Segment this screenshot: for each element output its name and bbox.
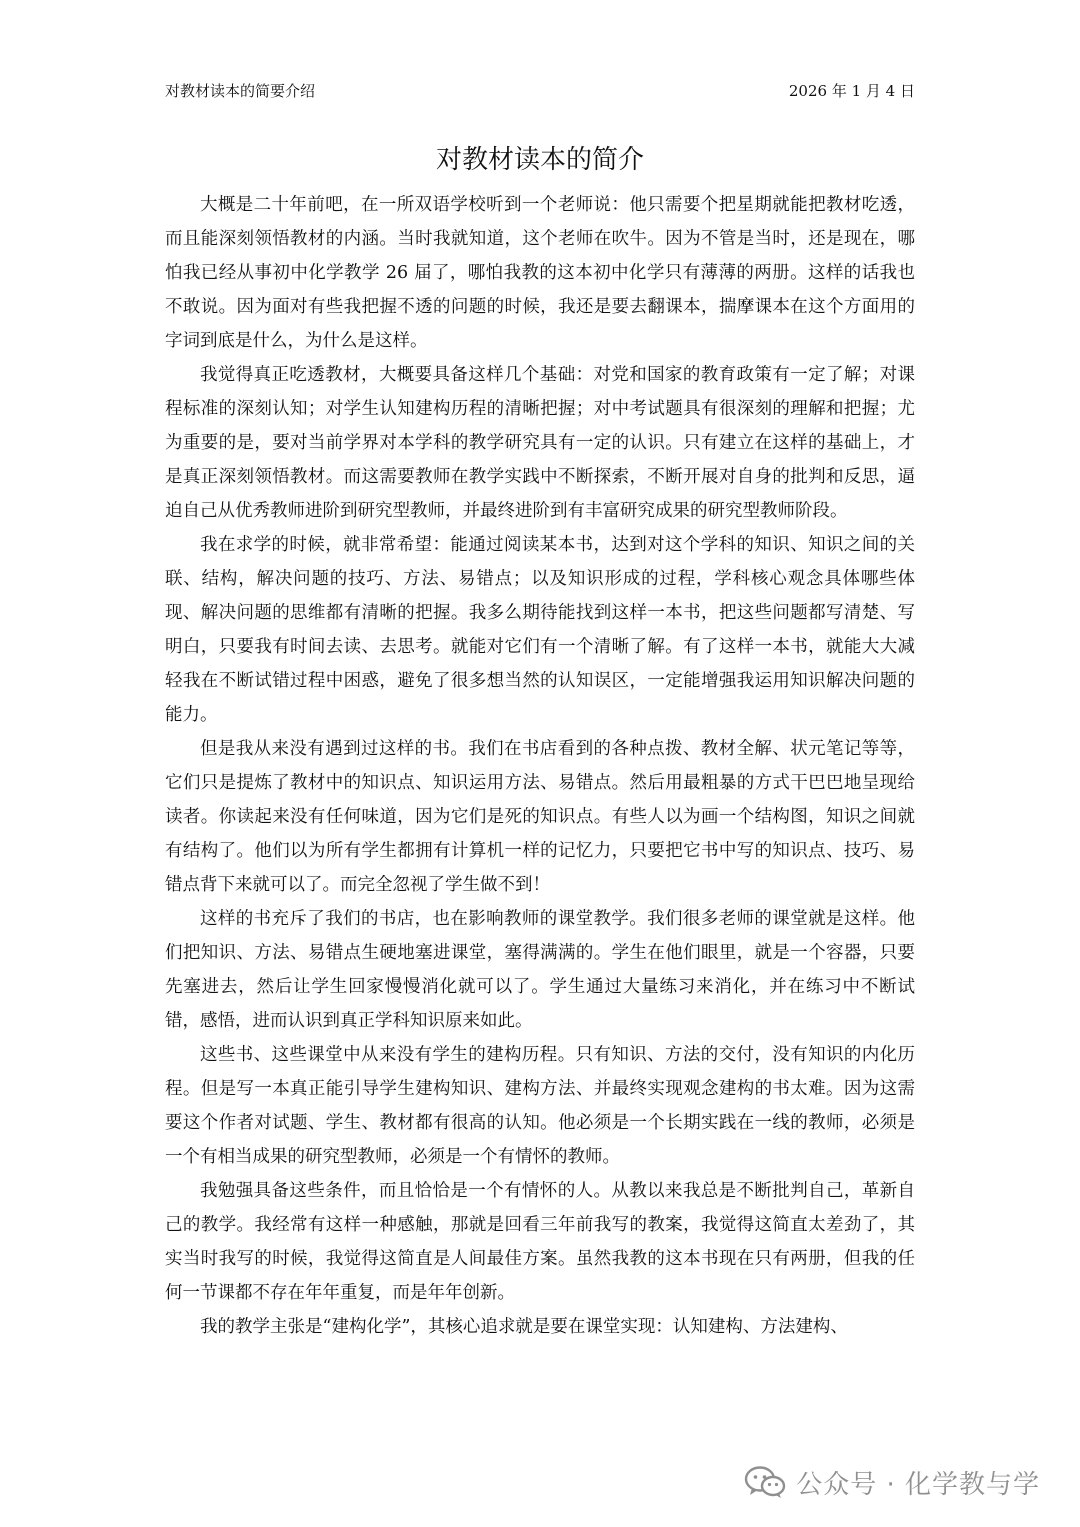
paragraph-4: 但是我从来没有遇到过这样的书。我们在书店看到的各种点拨、教材全解、状元笔记等等，它们只是提炼了教材中的知识点、知识运用方法、易错点。然后用最粗暴的方式干巴巴地呈现给读者。你读起来没有任何味道，因为它们是死的知识点。有些人以为画一个结构图，知识之间就有结构了。他们以为所有学生都拥有计算机一样的记忆力，只要把它书中写的知识点、技巧、易错点背下来就可以了。而完全忽视了学生做不到！ xyxy=(165,739,915,895)
paragraph-3: 我在求学的时候，就非常希望：能通过阅读某本书，达到对这个学科的知识、知识之间的关联、结构，解决问题的技巧、方法、易错点；以及知识形成的过程，学科核心观念具体哪些体现、解决问题的思维都有清晰的把握。我多么期待能找到这样一本书，把这些问题都写清楚、写明白，只要我有时间去读、去思考。就能对它们有一个清晰了解。有了这样一本书，就能大大减轻我在不断试错过程中困惑，避免了很多想当然的认知误区，一定能增强我运用知识解决问题的能力。 xyxy=(165,535,915,725)
wechat-icon xyxy=(744,1465,786,1499)
header-doc-name: 对教材读本的简要介绍 xyxy=(165,81,316,100)
page-header xyxy=(165,78,915,102)
page-title: 对教材读本的简介 xyxy=(435,145,644,175)
paragraph-7: 我勉强具备这些条件，而且恰恰是一个有情怀的人。从教以来我总是不断批判自己，革新自己的教学。我经常有这样一种感触，那就是回看三年前我写的教案，我觉得这简直太差劲了，其实当时我写的时候，我觉得这简直是人间最佳方案。虽然我教的这本书现在只有两册，但我的任何一节课都不存在年年重复，而是年年创新。 xyxy=(165,1181,915,1303)
wechat-watermark xyxy=(744,1462,1040,1502)
paragraph-5: 这样的书充斥了我们的书店，也在影响教师的课堂教学。我们很多老师的课堂就是这样。他们把知识、方法、易错点生硬地塞进课堂，塞得满满的。学生在他们眼里，就是一个容器，只要先塞进去，然后让学生回家慢慢消化就可以了。学生通过大量练习来消化，并在练习中不断试错，感悟，进而认识到真正学科知识原来如此。 xyxy=(165,909,915,1031)
paragraph-1: 大概是二十年前吧，在一所双语学校听到一个老师说：他只需要个把星期就能把教材吃透，而且能深刻领悟教材的内涵。当时我就知道，这个老师在吹牛。因为不管是当时，还是现在，哪怕我已经从事初中化学教学 26 届了，哪怕我教的这本初中化学只有薄薄的两册。这样的话我也不敢说。因为面对有些我把握不透的问题的时候，我还是要去翻课本，揣摩课本在这个方面用的字词到底是什么，为什么是这样。 xyxy=(165,195,915,351)
header-date: 2026 年 1 月 4 日 xyxy=(788,81,915,100)
paragraph-2: 我觉得真正吃透教材，大概要具备这样几个基础：对党和国家的教育政策有一定了解；对课程标准的深刻认知；对学生认知建构历程的清晰把握；对中考试题具有很深刻的理解和把握；尤为重要的是，要对当前学界对本学科的教学研究具有一定的认识。只有建立在这样的基础上，才是真正深刻领悟教材。而这需要教师在教学实践中不断探索，不断开展对自身的批判和反思，逼迫自己从优秀教师进阶到研究型教师，并最终进阶到有丰富研究成果的研究型教师阶段。 xyxy=(165,365,915,521)
document-body xyxy=(165,188,915,1344)
paragraph-6: 这些书、这些课堂中从来没有学生的建构历程。只有知识、方法的交付，没有知识的内化历程。但是写一本真正能引导学生建构知识、建构方法、并最终实现观念建构的书太难。因为这需要这个作者对试题、学生、教材都有很高的认知。他必须是一个长期实践在一线的教师，必须是一个有相当成果的研究型教师，必须是一个有情怀的教师。 xyxy=(165,1045,915,1167)
watermark-text: 公众号 · 化学教与学 xyxy=(796,1469,1040,1500)
paragraph-8: 我的教学主张是“建构化学”，其核心追求就是要在课堂实现：认知建构、方法建构、 xyxy=(200,1317,848,1337)
